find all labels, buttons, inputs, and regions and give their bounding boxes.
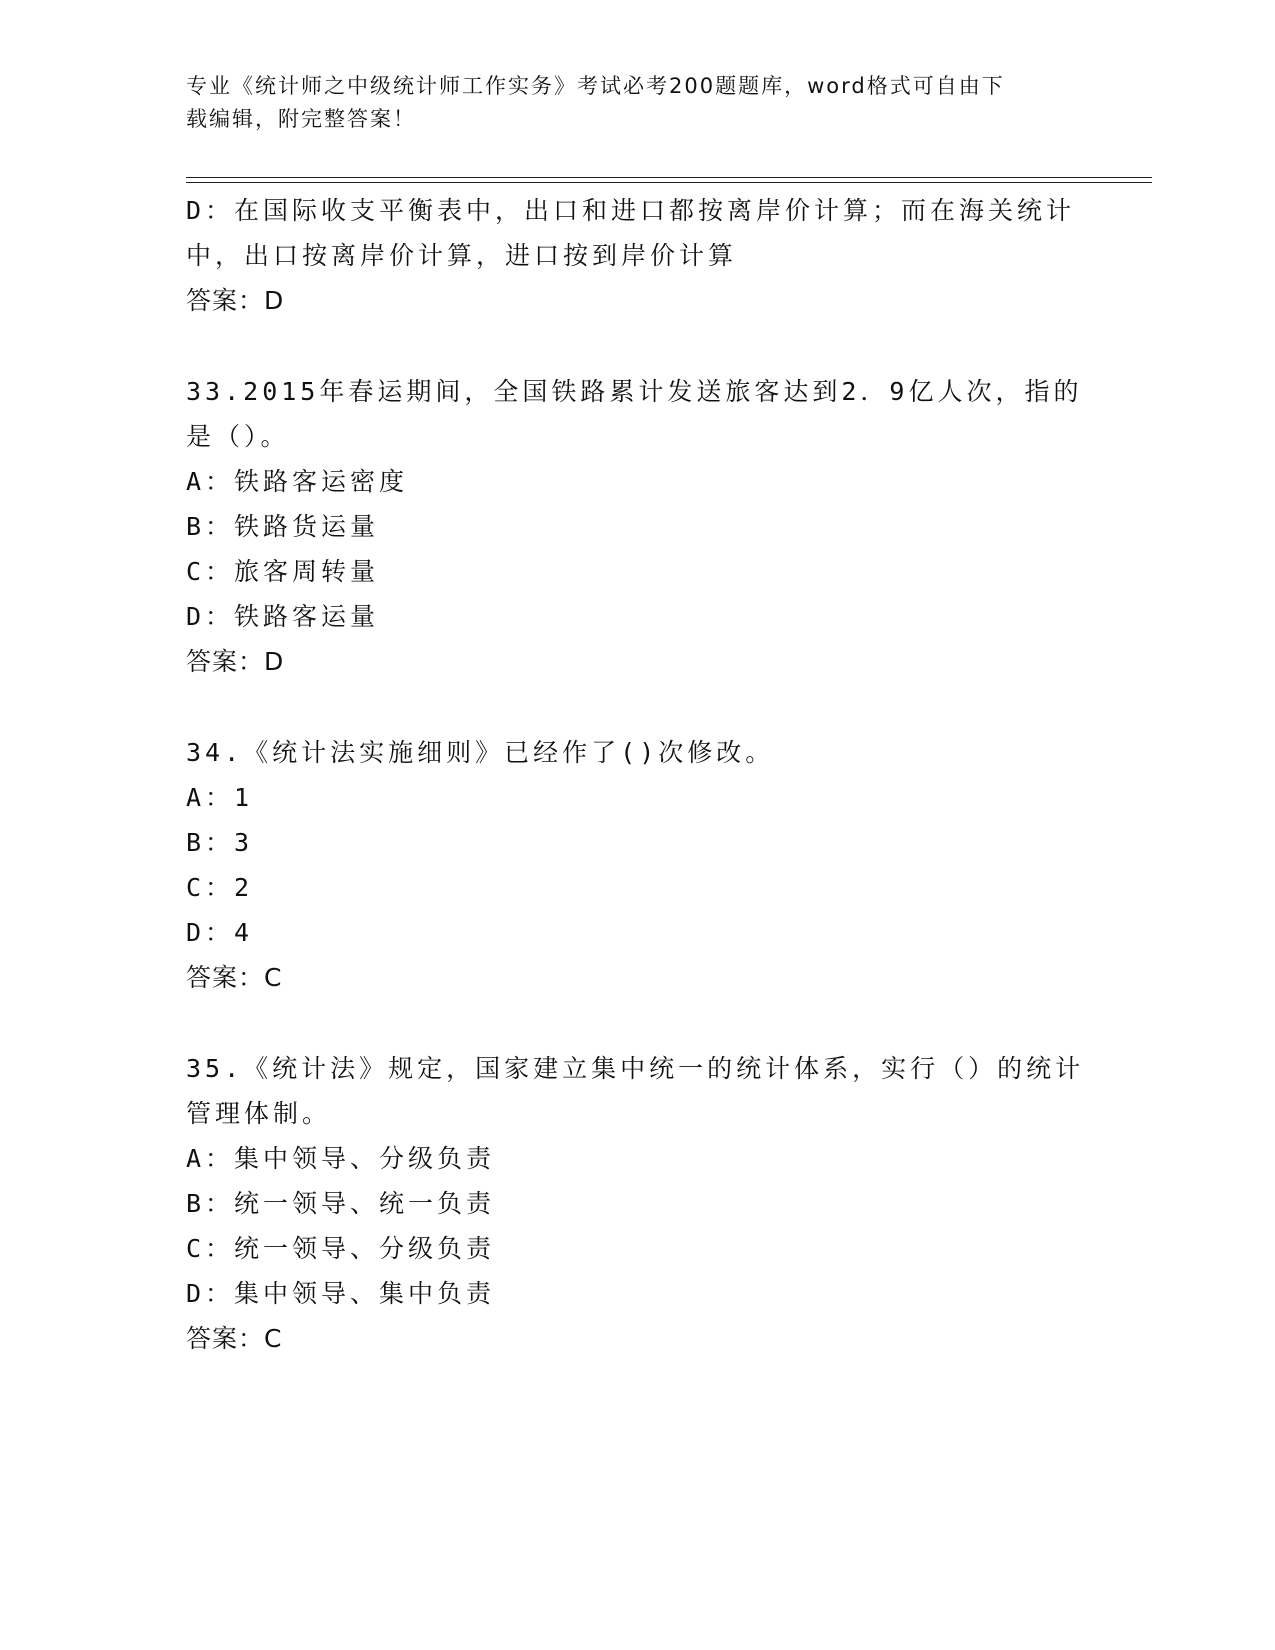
question-content — [186, 188, 1086, 1361]
answer: 答案：C — [186, 963, 283, 992]
header-line-1: 专业《统计师之中级统计师工作实务》考试必考200题题库，word格式可自由下 — [186, 74, 1005, 98]
option-d-continued: 中，出口按离岸价计算，进口按到岸价计算 — [186, 241, 738, 270]
document-header — [186, 70, 1066, 136]
option-d: D：在国际收支平衡表中，出口和进口都按离岸价计算；而在海关统计 — [186, 196, 1076, 225]
option-b: B：统一领导、统一负责 — [186, 1189, 496, 1218]
option-b: B：铁路货运量 — [186, 512, 380, 541]
question-stem: 34.《统计法实施细则》已经作了()次修改。 — [186, 738, 775, 767]
header-line-2: 载编辑，附完整答案！ — [186, 107, 416, 131]
answer: 答案：C — [186, 1324, 283, 1353]
option-a: A：1 — [186, 783, 254, 812]
option-c: C：旅客周转量 — [186, 557, 380, 586]
answer: 答案：D — [186, 647, 285, 676]
option-d: D：4 — [186, 918, 254, 947]
previous-question-tail — [186, 188, 1086, 323]
header-divider-top — [186, 177, 1152, 178]
option-a: A：集中领导、分级负责 — [186, 1144, 496, 1173]
question-stem: 33.2015年春运期间，全国铁路累计发送旅客达到2．9亿人次，指的 — [186, 377, 1083, 406]
question-stem: 35.《统计法》规定，国家建立集中统一的统计体系，实行（）的统计 — [186, 1054, 1085, 1083]
question-stem-continued: 是（）。 — [186, 422, 290, 451]
question-33 — [186, 369, 1086, 684]
answer: 答案：D — [186, 286, 285, 315]
header-divider-bottom — [186, 182, 1152, 183]
option-a: A：铁路客运密度 — [186, 467, 409, 496]
option-d: D：铁路客运量 — [186, 602, 380, 631]
option-c: C：2 — [186, 873, 254, 902]
question-34 — [186, 730, 1086, 1000]
option-d: D：集中领导、集中负责 — [186, 1279, 496, 1308]
option-c: C：统一领导、分级负责 — [186, 1234, 496, 1263]
question-35 — [186, 1046, 1086, 1361]
option-b: B：3 — [186, 828, 254, 857]
question-stem-continued: 管理体制。 — [186, 1099, 332, 1128]
